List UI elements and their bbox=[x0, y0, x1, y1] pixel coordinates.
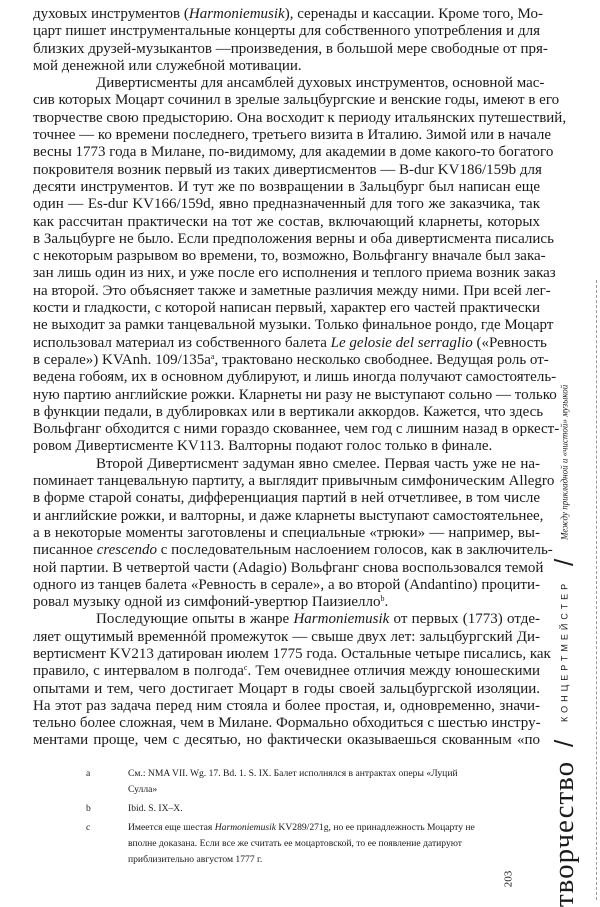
text-line bbox=[33, 473, 555, 490]
text-line bbox=[33, 438, 540, 455]
text-run: с последовательным наслоением голосов, как в заключитель- bbox=[156, 542, 553, 559]
text-line bbox=[33, 645, 551, 663]
text-line bbox=[33, 559, 544, 577]
text-run: как рассчитан практически на тот же состав, включающий кларнеты, которых bbox=[33, 213, 540, 230]
page-edge-divider bbox=[596, 280, 597, 900]
text-run: кости и гладкости, с которой написан первый, характер его частей практически bbox=[33, 300, 540, 317]
text-line bbox=[33, 300, 540, 317]
text-line bbox=[33, 92, 560, 109]
text-run: ной партии. В четвертой части (Adagio) Вольфганг снова воспользовался темой bbox=[33, 559, 544, 576]
italic-text: Harmoniemusik bbox=[188, 6, 285, 22]
text-line bbox=[33, 629, 540, 646]
running-head-subchapter: Между прикладной и «чистой» музыкой bbox=[559, 385, 570, 541]
text-line bbox=[33, 162, 540, 179]
footnote-reference: c bbox=[243, 663, 248, 673]
running-head-chapter: КОНЦЕРТМЕЙСТЕР bbox=[559, 579, 570, 722]
text-line bbox=[33, 6, 543, 23]
text-run: десяти инструментов. И тут же по возвращении в Зальцбург был написан еще bbox=[33, 178, 540, 195]
italic-text: crescendo bbox=[96, 542, 157, 559]
text-run: духовых инструментов ( bbox=[33, 6, 189, 22]
page-number: 203 bbox=[502, 870, 515, 888]
text-run: Имеется еще шестая bbox=[128, 822, 215, 833]
text-line bbox=[33, 594, 540, 611]
text-run: в форме старой сонаты, дифференциация партий в ней отчетливее, в том числе bbox=[33, 490, 540, 507]
text-line bbox=[33, 698, 540, 715]
text-run: близких друзей-музыкантов —произведения, в большой мере свободные от пря- bbox=[33, 40, 548, 57]
text-line bbox=[33, 230, 554, 248]
text-run: зан лишь один из них, и уже после его исполнения и теплого приема возник заказ bbox=[33, 265, 556, 282]
footnote-text bbox=[128, 766, 486, 798]
text-line bbox=[33, 282, 551, 300]
text-run: одного из танцев балета «Ревность в серале», а во второй (Andantino) процити- bbox=[33, 576, 540, 593]
text-line bbox=[33, 196, 540, 213]
text-run: Вольфганг обходится с ними гораздо скованнее, чем год с лишним назад в оркест- bbox=[33, 421, 560, 438]
text-line bbox=[33, 542, 553, 559]
footnote bbox=[86, 801, 486, 817]
footnote bbox=[86, 766, 486, 798]
text-run: Дивертисменты для ансамблей духовых инструментов, основной мас- bbox=[96, 75, 545, 92]
text-run: творчестве свою предысторию. Она восходит к периоду итальянских путешествий, bbox=[33, 109, 567, 126]
text-line bbox=[33, 525, 540, 542]
text-line bbox=[33, 248, 546, 265]
text-run: («Ревность bbox=[472, 334, 547, 351]
text-line bbox=[33, 732, 540, 749]
footnote-mark: b bbox=[86, 803, 91, 814]
text-run: на второй. Это объясняет также и заметные различия между ними. При всей лег- bbox=[33, 282, 551, 299]
text-run: сив которых Моцарт сочинил в зрелые зальцбургские и венские годы, имеют в его bbox=[33, 92, 560, 109]
italic-text: Harmoniemusik bbox=[214, 822, 277, 833]
text-run: На этот раз задача перед ним стояла и более простая, и, одновременно, значи- bbox=[33, 697, 540, 714]
text-run: в функции педали, в дублировках или в вертикали аккордов. Кажется, что здесь bbox=[33, 403, 544, 420]
footnote bbox=[86, 820, 486, 868]
text-run: Ibid. S. IX–X. bbox=[128, 803, 183, 814]
text-line bbox=[33, 663, 540, 680]
text-line bbox=[33, 507, 544, 525]
text-run: а в некоторые моменты заготовлены и специальные «трюки» — например, вы- bbox=[33, 524, 540, 541]
text-run: поминает танцевальную партиту, а выглядит привычным симфоническим Allegro bbox=[33, 473, 555, 490]
footnote-text bbox=[128, 820, 486, 868]
text-run: от первых (1773) отде- bbox=[389, 611, 540, 628]
running-head-separator: / bbox=[549, 558, 579, 566]
text-run: Последующие опыты в жанре bbox=[96, 611, 294, 628]
text-run: вертисмент KV213 датирован июлем 1775 года. Остальные четыре писались, как bbox=[33, 645, 551, 662]
text-line bbox=[33, 611, 540, 628]
text-line bbox=[33, 681, 540, 698]
italic-text: Harmoniemusik bbox=[293, 611, 390, 628]
text-run: с некоторым разрывом во времени, то, возможно, Вольфгангу вначале был зака- bbox=[33, 248, 546, 265]
text-line bbox=[33, 75, 545, 92]
footnote-mark: c bbox=[86, 822, 91, 833]
text-run: . Тем очевиднее отличия между юношескими bbox=[247, 663, 540, 680]
text-run: ведена гобоям, их в основном дублируют, и лишь иногда получают самостоятель- bbox=[33, 369, 557, 386]
text-line bbox=[33, 403, 544, 421]
text-line bbox=[33, 334, 547, 352]
text-line bbox=[33, 490, 540, 507]
text-run: ментами проще, чем с десятью, но фактически оказываешься скованным «по bbox=[33, 732, 540, 749]
text-line bbox=[33, 577, 540, 594]
text-run: покровителя возник первый из таких дивертисментов — B-dur KV186/159b для bbox=[33, 161, 542, 178]
text-line bbox=[33, 386, 557, 404]
text-line bbox=[33, 456, 540, 473]
text-run: , трактовано несколько свободнее. Ведущая роль от- bbox=[214, 351, 549, 368]
text-line bbox=[33, 144, 554, 161]
running-head bbox=[548, 270, 592, 907]
footnote-text bbox=[128, 801, 486, 817]
text-line bbox=[33, 23, 540, 40]
text-run: тельно более сложная, чем в Милане. Формально обходиться с шестью инстру- bbox=[33, 715, 541, 732]
running-head-section: творчество bbox=[548, 760, 580, 907]
text-run: ровом Дивертисменте KV113. Валторны подают голос только в финале. bbox=[33, 438, 493, 455]
text-line bbox=[33, 369, 557, 386]
running-head-separator: / bbox=[549, 739, 579, 747]
text-run: в Зальцбурге не было. Если предположения верны и оба дивертисмента писались bbox=[33, 230, 554, 247]
text-line bbox=[33, 715, 540, 732]
text-run: ную партию английские рожки. Кларнеты ни разу не выступают сольно — только bbox=[33, 386, 557, 403]
footnote-reference: a bbox=[210, 351, 215, 361]
text-line bbox=[33, 58, 540, 75]
text-line bbox=[33, 317, 554, 334]
text-run: весны 1773 года в Милане, по-видимому, для академии в доме какого-то богатого bbox=[33, 144, 554, 161]
text-run: точнее — ко времени последнего, третьего визита в Италию. Зимой или в начале bbox=[33, 127, 552, 144]
text-line bbox=[33, 127, 552, 144]
text-run: один — Es-dur KV166/159d, явно предназначенный для того же заказчика, так bbox=[33, 196, 540, 213]
text-run: ), серенады и кассации. Кроме того, Мо- bbox=[284, 6, 543, 22]
text-line bbox=[33, 421, 560, 438]
text-line bbox=[33, 109, 567, 127]
text-line bbox=[33, 214, 540, 231]
text-run: правило, с интервалом в полгода bbox=[33, 663, 244, 680]
text-run: Второй Дивертисмент задуман явно смелее. Первая часть уже не на- bbox=[96, 455, 540, 472]
text-run: См.: NMA VII. Wg. 17. Bd. 1. S. IX. Балет исполнялся в антрактах оперы «Луций Сулла» bbox=[128, 768, 458, 795]
text-line bbox=[33, 179, 540, 196]
text-line bbox=[33, 351, 549, 369]
italic-text: Le gelosie del serraglio bbox=[330, 334, 473, 351]
text-run: не выходит за рамки танцевальной музыки. Только финальное рондо, где Моцарт bbox=[33, 317, 554, 334]
text-line bbox=[33, 40, 548, 58]
text-run: ляет ощутимый временнóй промежуток — свыше двух лет: зальцбургский Ди- bbox=[33, 628, 540, 645]
text-run: опытами и тем, чего достигает Моцарт в годы своей зальцбургской изоляции. bbox=[33, 680, 540, 697]
text-run: KV289/271g, но ее принадлежность Моцарту не вполне доказана. Если все же считать ее моцартовской, то ее появление датируют приблизительно августом 1777 г. bbox=[128, 822, 475, 865]
text-run: писанное bbox=[33, 542, 97, 559]
text-run: использовал материал из собственного балета bbox=[33, 334, 331, 351]
text-run: мой денежной или служебной мотивации. bbox=[33, 57, 302, 74]
footnotes bbox=[86, 766, 486, 871]
footnote-reference: b bbox=[380, 594, 385, 604]
text-run: царт пишет инструментальные концерты для собственного употребления и для bbox=[33, 23, 540, 40]
text-run: в серале») KVAnh. 109/135a bbox=[33, 351, 211, 368]
text-run: ровал музыку одной из симфоний-увертюр Паизиелло bbox=[33, 594, 381, 611]
text-line bbox=[33, 265, 556, 282]
text-run: и английские рожки, и валторны, и даже кларнеты выступают самостоятельнее, bbox=[33, 507, 544, 524]
footnote-mark: a bbox=[86, 768, 91, 779]
text-run: . bbox=[384, 594, 389, 611]
